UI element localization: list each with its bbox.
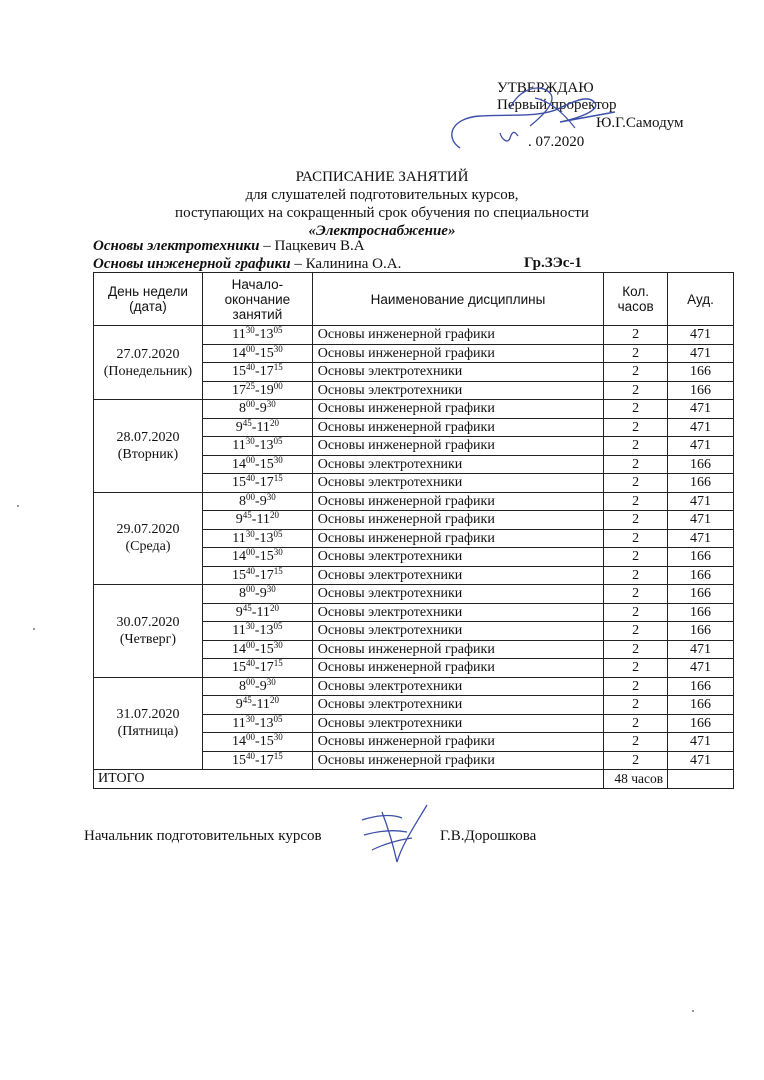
start-hour: 8 — [239, 493, 247, 509]
subject-cell: Основы электротехники — [312, 622, 603, 641]
end-minute: 20 — [269, 602, 279, 613]
hours-cell: 2 — [604, 622, 668, 641]
rector-signature-icon — [440, 78, 630, 158]
subject-cell: Основы электротехники — [312, 585, 603, 604]
day-date: 28.07.2020 — [116, 429, 180, 445]
time-cell: $9^{45}-11^{20}$ — [202, 511, 312, 530]
time-cell: $8^{00}-9^{30}$ — [202, 677, 312, 696]
start-minute: 00 — [246, 584, 256, 595]
end-minute: 30 — [266, 491, 276, 502]
teacher-subject: Основы электротехники — [93, 238, 260, 254]
start-minute: 00 — [246, 491, 256, 502]
time-cell: $8^{00}-9^{30}$ — [202, 492, 312, 511]
time-cell: $15^{40}-17^{15}$ — [202, 363, 312, 382]
time-cell: $14^{00}-15^{30}$ — [202, 344, 312, 363]
room-cell: 471 — [668, 751, 734, 770]
room-cell: 471 — [668, 326, 734, 345]
hours-cell: 2 — [604, 400, 668, 419]
teacher-line-1 — [93, 237, 365, 255]
schedule-table — [93, 272, 734, 789]
start-hour: 9 — [235, 697, 243, 713]
end-minute: 30 — [273, 732, 283, 743]
end-hour: 13 — [259, 438, 274, 454]
start-minute: 45 — [242, 417, 252, 428]
room-cell: 166 — [668, 696, 734, 715]
end-hour: 13 — [259, 327, 274, 343]
time-cell: $17^{25}-19^{00}$ — [202, 381, 312, 400]
start-hour: 14 — [232, 641, 247, 657]
day-cell — [94, 492, 203, 585]
start-minute: 00 — [246, 676, 256, 687]
start-minute: 25 — [246, 380, 256, 391]
start-hour: 14 — [232, 345, 247, 361]
start-hour: 15 — [232, 567, 247, 583]
room-cell: 471 — [668, 492, 734, 511]
total-room-empty — [668, 770, 734, 789]
start-hour: 11 — [232, 530, 246, 546]
table-header-row — [94, 273, 734, 326]
start-hour: 8 — [239, 401, 247, 417]
header-room: Ауд. — [668, 273, 734, 326]
room-cell: 166 — [668, 714, 734, 733]
time-cell: $14^{00}-15^{30}$ — [202, 548, 312, 567]
room-cell: 471 — [668, 659, 734, 678]
start-hour: 15 — [232, 475, 247, 491]
start-hour: 17 — [232, 382, 247, 398]
time-cell: $11^{30}-13^{05}$ — [202, 529, 312, 548]
table-row — [94, 492, 734, 511]
end-hour: 11 — [256, 512, 270, 528]
end-minute: 15 — [273, 750, 283, 761]
time-cell: $8^{00}-9^{30}$ — [202, 585, 312, 604]
total-row — [94, 770, 734, 789]
subject-cell: Основы электротехники — [312, 714, 603, 733]
start-hour: 11 — [232, 715, 246, 731]
end-minute: 30 — [266, 584, 276, 595]
hours-cell: 2 — [604, 529, 668, 548]
time-cell: $11^{30}-13^{05}$ — [202, 326, 312, 345]
room-cell: 166 — [668, 548, 734, 567]
room-cell: 166 — [668, 566, 734, 585]
end-hour: 9 — [259, 678, 267, 694]
end-hour: 13 — [259, 715, 274, 731]
table-row — [94, 400, 734, 419]
header-time: Начало- окончание занятий — [202, 273, 312, 326]
room-cell: 471 — [668, 344, 734, 363]
time-cell: $14^{00}-15^{30}$ — [202, 455, 312, 474]
time-cell: $15^{40}-17^{15}$ — [202, 751, 312, 770]
subject-cell: Основы электротехники — [312, 677, 603, 696]
subject-cell: Основы электротехники — [312, 603, 603, 622]
end-hour: 13 — [259, 530, 274, 546]
day-date: 27.07.2020 — [116, 346, 180, 362]
subject-cell: Основы инженерной графики — [312, 418, 603, 437]
time-cell: $15^{40}-17^{15}$ — [202, 566, 312, 585]
day-cell — [94, 677, 203, 770]
day-weekday: (Среда) — [125, 539, 171, 555]
room-cell: 471 — [668, 511, 734, 530]
start-minute: 00 — [246, 399, 256, 410]
hours-cell: 2 — [604, 474, 668, 493]
subject-cell: Основы электротехники — [312, 363, 603, 382]
start-hour: 9 — [235, 419, 243, 435]
start-minute: 40 — [246, 750, 256, 761]
start-hour: 11 — [232, 327, 246, 343]
room-cell: 166 — [668, 474, 734, 493]
end-hour: 17 — [259, 660, 274, 676]
day-weekday: (Вторник) — [117, 446, 179, 462]
footer-name: Г.В.Дорошкова — [440, 828, 537, 844]
end-minute: 20 — [269, 417, 279, 428]
teacher-name: – Калинина О.А. — [294, 256, 402, 272]
header-hours: Кол. часов — [604, 273, 668, 326]
subject-cell: Основы электротехники — [312, 566, 603, 585]
hours-cell: 2 — [604, 326, 668, 345]
end-minute: 05 — [273, 713, 283, 724]
approval-name: Ю.Г.Самодум — [596, 115, 684, 131]
end-hour: 11 — [256, 604, 270, 620]
end-minute: 30 — [273, 343, 283, 354]
end-minute: 05 — [273, 621, 283, 632]
subtitle-line-2: поступающих на сокращенный срок обучения по специальности — [175, 205, 589, 221]
specialty-name: «Электроснабжение» — [308, 223, 456, 239]
table-row — [94, 326, 734, 345]
time-cell: $8^{00}-9^{30}$ — [202, 400, 312, 419]
document-title-block — [0, 168, 764, 240]
header-subject: Наименование дисциплины — [312, 273, 603, 326]
group-code: Гр.ЗЭс-1 — [524, 255, 582, 271]
subject-cell: Основы электротехники — [312, 381, 603, 400]
end-minute: 05 — [273, 528, 283, 539]
time-cell: $9^{45}-11^{20}$ — [202, 418, 312, 437]
hours-cell: 2 — [604, 603, 668, 622]
hours-cell: 2 — [604, 696, 668, 715]
total-value: 48 часов — [604, 770, 668, 789]
end-hour: 9 — [259, 401, 267, 417]
room-cell: 166 — [668, 677, 734, 696]
end-hour: 9 — [259, 586, 267, 602]
end-hour: 11 — [256, 419, 270, 435]
day-cell — [94, 326, 203, 400]
hours-cell: 2 — [604, 363, 668, 382]
day-cell — [94, 400, 203, 493]
footer-position: Начальник подготовительных курсов — [84, 828, 322, 844]
start-minute: 40 — [246, 362, 256, 373]
end-hour: 15 — [259, 641, 274, 657]
time-cell: $11^{30}-13^{05}$ — [202, 622, 312, 641]
end-hour: 17 — [259, 567, 274, 583]
approval-date: . 07.2020 — [528, 134, 585, 150]
start-hour: 15 — [232, 660, 247, 676]
day-weekday: (Пятница) — [117, 724, 179, 740]
time-cell: $15^{40}-17^{15}$ — [202, 659, 312, 678]
hours-cell: 2 — [604, 381, 668, 400]
start-minute: 00 — [246, 454, 256, 465]
end-hour: 17 — [259, 752, 274, 768]
start-hour: 9 — [235, 512, 243, 528]
end-hour: 17 — [259, 364, 274, 380]
subject-cell: Основы инженерной графики — [312, 326, 603, 345]
start-hour: 11 — [232, 623, 246, 639]
subject-cell: Основы электротехники — [312, 696, 603, 715]
approval-label: УТВЕРЖДАЮ — [497, 80, 594, 96]
start-hour: 14 — [232, 734, 247, 750]
end-hour: 13 — [259, 623, 274, 639]
hours-cell: 2 — [604, 344, 668, 363]
hours-cell: 2 — [604, 640, 668, 659]
total-label: ИТОГО — [94, 770, 604, 789]
end-hour: 19 — [259, 382, 274, 398]
start-hour: 9 — [235, 604, 243, 620]
room-cell: 166 — [668, 622, 734, 641]
start-minute: 45 — [242, 602, 252, 613]
end-minute: 30 — [273, 547, 283, 558]
day-date: 29.07.2020 — [116, 522, 180, 538]
hours-cell: 2 — [604, 677, 668, 696]
time-cell: $9^{45}-11^{20}$ — [202, 603, 312, 622]
end-hour: 15 — [259, 345, 274, 361]
start-minute: 30 — [245, 325, 255, 336]
subject-cell: Основы инженерной графики — [312, 751, 603, 770]
start-hour: 11 — [232, 438, 246, 454]
end-minute: 15 — [273, 565, 283, 576]
end-minute: 30 — [266, 399, 276, 410]
subject-cell: Основы электротехники — [312, 455, 603, 474]
table-row — [94, 677, 734, 696]
time-cell: $11^{30}-13^{05}$ — [202, 714, 312, 733]
room-cell: 166 — [668, 455, 734, 474]
day-weekday: (Понедельник) — [103, 363, 193, 379]
teacher-subject: Основы инженерной графики — [93, 256, 291, 272]
room-cell: 166 — [668, 603, 734, 622]
subtitle-line-1: для слушателей подготовительных курсов, — [245, 187, 519, 203]
schedule-body — [94, 326, 734, 789]
end-minute: 00 — [273, 380, 283, 391]
time-cell: $9^{45}-11^{20}$ — [202, 696, 312, 715]
subject-cell: Основы инженерной графики — [312, 640, 603, 659]
hours-cell: 2 — [604, 659, 668, 678]
hours-cell: 2 — [604, 418, 668, 437]
room-cell: 471 — [668, 733, 734, 752]
hours-cell: 2 — [604, 714, 668, 733]
start-minute: 30 — [245, 713, 255, 724]
time-cell: $14^{00}-15^{30}$ — [202, 640, 312, 659]
subject-cell: Основы инженерной графики — [312, 344, 603, 363]
room-cell: 166 — [668, 363, 734, 382]
start-minute: 45 — [242, 695, 252, 706]
hours-cell: 2 — [604, 548, 668, 567]
end-minute: 30 — [273, 454, 283, 465]
end-minute: 05 — [273, 436, 283, 447]
end-hour: 9 — [259, 493, 267, 509]
time-cell: $15^{40}-17^{15}$ — [202, 474, 312, 493]
day-cell — [94, 585, 203, 678]
start-hour: 14 — [232, 456, 247, 472]
room-cell: 471 — [668, 418, 734, 437]
start-minute: 00 — [246, 639, 256, 650]
subject-cell: Основы инженерной графики — [312, 492, 603, 511]
start-minute: 00 — [246, 732, 256, 743]
end-minute: 15 — [273, 473, 283, 484]
start-hour: 15 — [232, 752, 247, 768]
end-hour: 15 — [259, 456, 274, 472]
end-minute: 15 — [273, 362, 283, 373]
end-minute: 15 — [273, 658, 283, 669]
room-cell: 471 — [668, 529, 734, 548]
document-title: РАСПИСАНИЕ ЗАНЯТИЙ — [295, 169, 469, 185]
hours-cell: 2 — [604, 511, 668, 530]
subject-cell: Основы электротехники — [312, 474, 603, 493]
hours-cell: 2 — [604, 585, 668, 604]
start-minute: 00 — [246, 547, 256, 558]
start-hour: 15 — [232, 364, 247, 380]
hours-cell: 2 — [604, 492, 668, 511]
start-hour: 8 — [239, 678, 247, 694]
subject-cell: Основы инженерной графики — [312, 733, 603, 752]
time-cell: $11^{30}-13^{05}$ — [202, 437, 312, 456]
day-weekday: (Четверг) — [119, 631, 177, 647]
room-cell: 471 — [668, 400, 734, 419]
hours-cell: 2 — [604, 437, 668, 456]
subject-cell: Основы инженерной графики — [312, 529, 603, 548]
header-day: День недели (дата) — [94, 273, 203, 326]
subject-cell: Основы инженерной графики — [312, 511, 603, 530]
room-cell: 471 — [668, 437, 734, 456]
end-minute: 30 — [266, 676, 276, 687]
head-signature-icon — [352, 800, 442, 870]
room-cell: 166 — [668, 585, 734, 604]
start-hour: 8 — [239, 586, 247, 602]
hours-cell: 2 — [604, 455, 668, 474]
start-hour: 14 — [232, 549, 247, 565]
start-minute: 40 — [246, 473, 256, 484]
hours-cell: 2 — [604, 751, 668, 770]
subject-cell: Основы инженерной графики — [312, 659, 603, 678]
end-hour: 15 — [259, 734, 274, 750]
end-minute: 30 — [273, 639, 283, 650]
day-date: 31.07.2020 — [116, 707, 180, 723]
start-minute: 40 — [246, 658, 256, 669]
room-cell: 166 — [668, 381, 734, 400]
time-cell: $14^{00}-15^{30}$ — [202, 733, 312, 752]
subject-cell: Основы инженерной графики — [312, 400, 603, 419]
room-cell: 471 — [668, 640, 734, 659]
subject-cell: Основы инженерной графики — [312, 437, 603, 456]
end-minute: 20 — [269, 695, 279, 706]
start-minute: 30 — [245, 528, 255, 539]
table-row — [94, 585, 734, 604]
start-minute: 30 — [245, 436, 255, 447]
hours-cell: 2 — [604, 733, 668, 752]
teacher-line-2 — [93, 255, 401, 273]
end-minute: 20 — [269, 510, 279, 521]
start-minute: 00 — [246, 343, 256, 354]
end-hour: 11 — [256, 697, 270, 713]
end-hour: 17 — [259, 475, 274, 491]
end-minute: 05 — [273, 325, 283, 336]
day-date: 30.07.2020 — [116, 614, 180, 630]
start-minute: 30 — [245, 621, 255, 632]
subject-cell: Основы электротехники — [312, 548, 603, 567]
approval-position: Первый проректор — [497, 97, 617, 113]
start-minute: 40 — [246, 565, 256, 576]
start-minute: 45 — [242, 510, 252, 521]
end-hour: 15 — [259, 549, 274, 565]
teacher-name: – Пацкевич В.А — [263, 238, 365, 254]
hours-cell: 2 — [604, 566, 668, 585]
